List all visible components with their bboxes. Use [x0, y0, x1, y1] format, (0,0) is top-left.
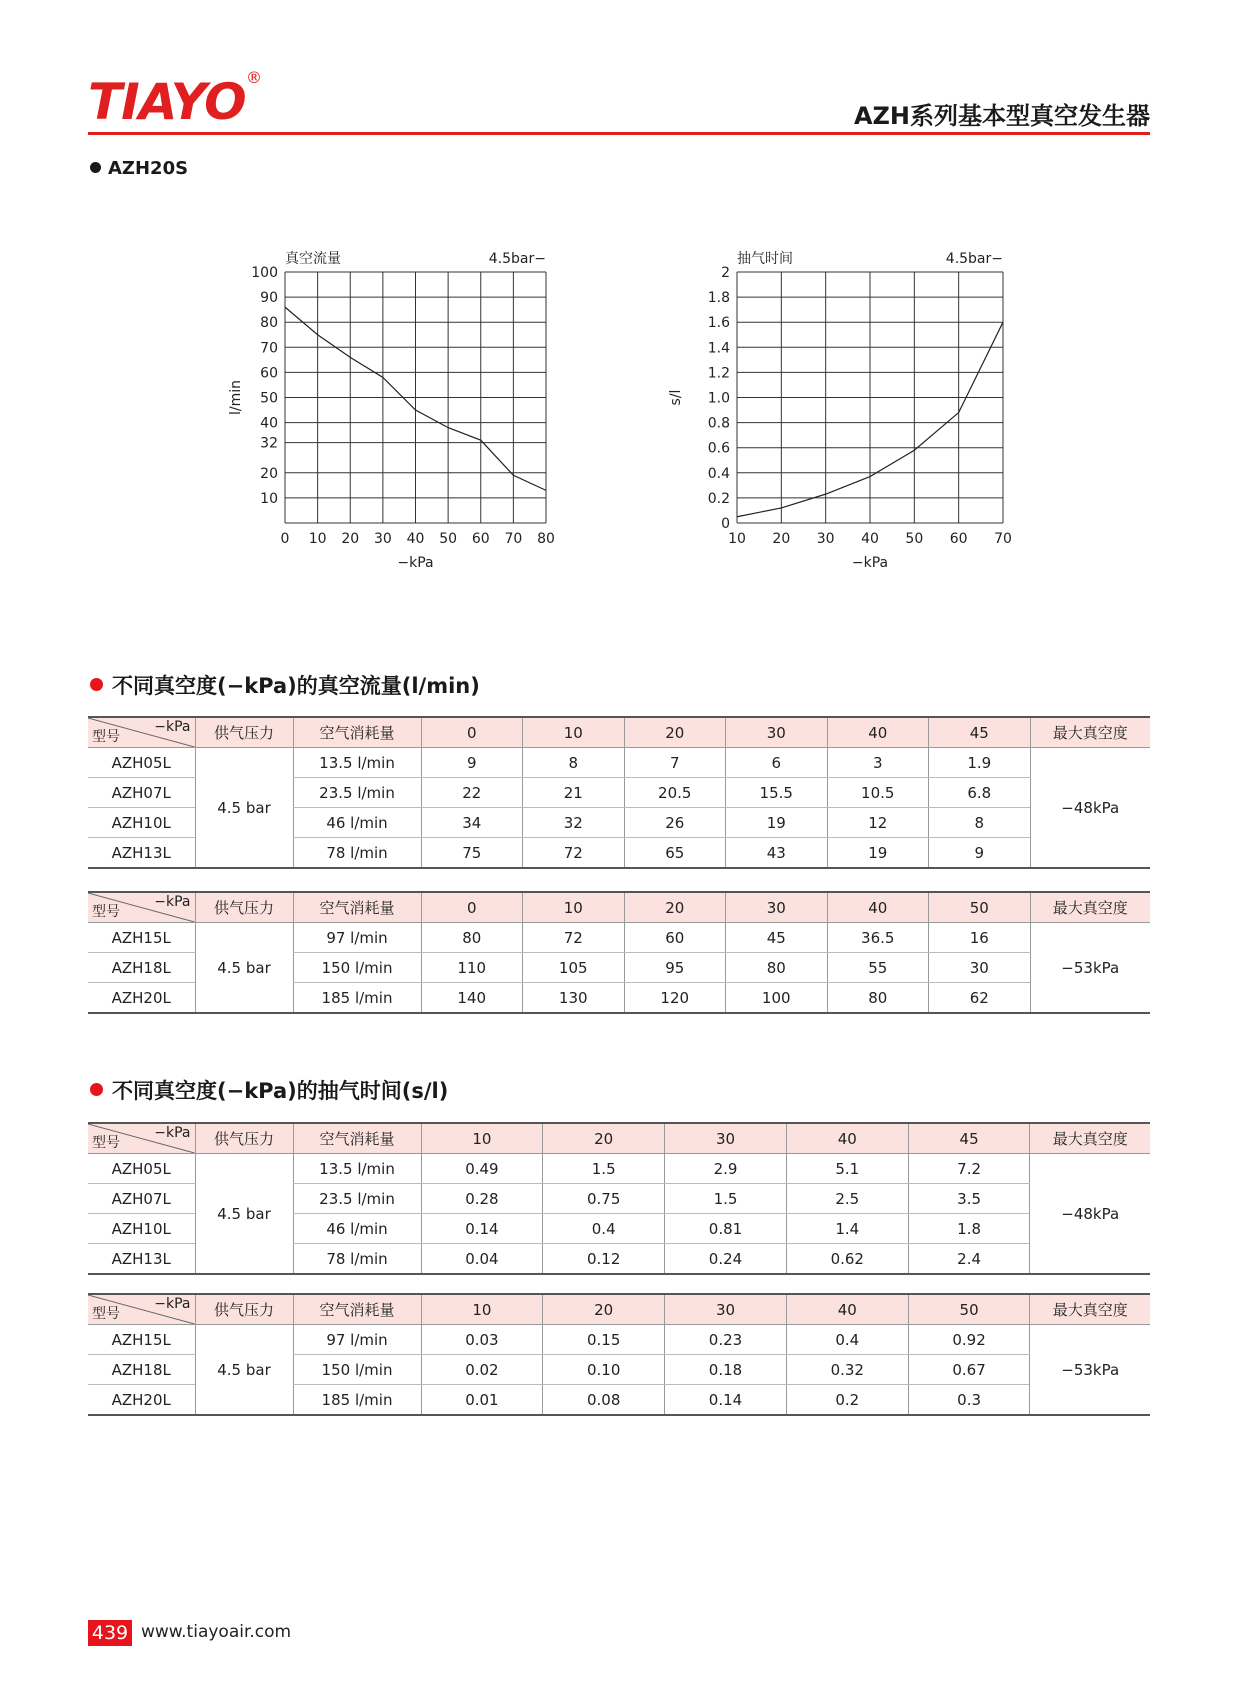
y-tick-label: 40 [260, 415, 278, 432]
y-tick-label: 1.6 [707, 315, 730, 332]
flow-table-53kpa [88, 891, 1150, 1014]
kpa-column-header: 10 [523, 892, 625, 923]
kpa-column-header: 30 [665, 1123, 787, 1154]
kpa-column-header: 10 [523, 717, 625, 748]
section-flow-title [90, 670, 480, 700]
evacuation-time-chart [660, 238, 1020, 568]
x-tick-label: 50 [439, 531, 458, 547]
value-cell: 9 [421, 748, 523, 778]
value-cell: 0.4 [543, 1214, 665, 1244]
value-cell: 34 [421, 808, 523, 838]
kpa-column-header: 30 [726, 892, 828, 923]
value-cell: 0.15 [543, 1325, 665, 1355]
air-consumption-cell: 23.5 l/min [293, 778, 421, 808]
model-cell: AZH18L [88, 1355, 195, 1385]
model-cell: AZH13L [88, 1244, 195, 1275]
supply-pressure-cell: 4.5 bar [195, 748, 293, 869]
x-tick-label: 10 [308, 531, 327, 547]
chart-pressure-note: 4.5bar− [488, 251, 546, 267]
model-cell: AZH10L [88, 808, 195, 838]
value-cell: 12 [827, 808, 929, 838]
y-tick-label: 0.4 [707, 465, 730, 482]
max-vacuum-cell: −53kPa [1030, 923, 1150, 1014]
registered-mark: ® [246, 68, 262, 87]
value-cell: 26 [624, 808, 726, 838]
chart-pressure-note: 4.5bar− [945, 251, 1003, 267]
chart-title: 真空流量 [285, 251, 341, 267]
model-header-label: 型号 [92, 1306, 120, 1322]
x-tick-label: 60 [471, 531, 490, 547]
air-consumption-header: 空气消耗量 [293, 1294, 421, 1325]
value-cell: 72 [523, 838, 625, 869]
value-cell: 80 [726, 953, 828, 983]
bullet-icon [90, 1083, 103, 1096]
max-vacuum-header: 最大真空度 [1030, 717, 1150, 748]
header-row [88, 717, 1150, 748]
air-consumption-header: 空气消耗量 [293, 1123, 421, 1154]
air-consumption-cell: 13.5 l/min [293, 1154, 421, 1184]
value-cell: 0.04 [421, 1244, 543, 1275]
x-tick-label: 50 [905, 531, 924, 547]
pressure-header: 供气压力 [195, 1123, 293, 1154]
air-consumption-cell: 78 l/min [293, 1244, 421, 1275]
air-consumption-header: 空气消耗量 [293, 717, 421, 748]
time-table-48kpa [88, 1122, 1150, 1275]
value-cell: 19 [827, 838, 929, 869]
model-heading [90, 158, 188, 179]
value-cell: 0.28 [421, 1184, 543, 1214]
kpa-column-header: 0 [421, 717, 523, 748]
value-cell: 0.14 [421, 1214, 543, 1244]
y-axis-label: l/min [228, 379, 244, 416]
value-cell: 0.01 [421, 1385, 543, 1416]
supply-pressure-cell: 4.5 bar [195, 1154, 293, 1275]
model-cell: AZH05L [88, 1154, 195, 1184]
supply-pressure-cell: 4.5 bar [195, 923, 293, 1014]
table-row [88, 1154, 1150, 1184]
value-cell: 45 [726, 923, 828, 953]
value-cell: 120 [624, 983, 726, 1014]
y-tick-label: 0.8 [707, 415, 730, 432]
y-tick-label: 10 [260, 490, 278, 507]
x-tick-label: 40 [861, 531, 879, 547]
value-cell: 65 [624, 838, 726, 869]
value-cell: 6.8 [929, 778, 1031, 808]
value-cell: 110 [421, 953, 523, 983]
section-flow-title-text: 不同真空度(−kPa)的真空流量(l/min) [112, 674, 480, 698]
air-consumption-cell: 185 l/min [293, 983, 421, 1014]
model-cell: AZH18L [88, 953, 195, 983]
kpa-column-header: 20 [543, 1294, 665, 1325]
air-consumption-cell: 46 l/min [293, 1214, 421, 1244]
supply-pressure-cell: 4.5 bar [195, 1325, 293, 1416]
kpa-column-header: 20 [624, 892, 726, 923]
kpa-column-header: 10 [421, 1294, 543, 1325]
kpa-column-header: 45 [929, 717, 1031, 748]
kpa-header-label: −kPa [154, 719, 191, 735]
air-consumption-cell: 97 l/min [293, 1325, 421, 1355]
y-tick-label: 60 [260, 365, 278, 382]
y-tick-label: 2 [721, 265, 730, 281]
model-kpa-header [88, 892, 195, 923]
value-cell: 8 [523, 748, 625, 778]
kpa-column-header: 0 [421, 892, 523, 923]
bullet-icon [90, 162, 101, 173]
value-cell: 43 [726, 838, 828, 869]
value-cell: 6 [726, 748, 828, 778]
kpa-column-header: 40 [827, 717, 929, 748]
x-tick-label: 0 [280, 531, 290, 547]
x-tick-label: 70 [994, 531, 1012, 547]
evacuation-time-chart-svg [660, 238, 1020, 568]
y-tick-label: 1.4 [707, 340, 730, 357]
air-consumption-cell: 23.5 l/min [293, 1184, 421, 1214]
value-cell: 130 [523, 983, 625, 1014]
value-cell: 3 [827, 748, 929, 778]
value-cell: 36.5 [827, 923, 929, 953]
value-cell: 3.5 [908, 1184, 1030, 1214]
value-cell: 32 [523, 808, 625, 838]
air-consumption-cell: 13.5 l/min [293, 748, 421, 778]
x-tick-label: 60 [949, 531, 968, 547]
x-tick-label: 20 [341, 531, 360, 547]
value-cell: 0.08 [543, 1385, 665, 1416]
value-cell: 0.14 [665, 1385, 787, 1416]
y-axis-label: s/l [668, 389, 684, 406]
x-axis-label: −kPa [397, 555, 434, 568]
kpa-header-label: −kPa [154, 1296, 191, 1312]
value-cell: 7.2 [908, 1154, 1030, 1184]
value-cell: 8 [929, 808, 1031, 838]
y-tick-label: 32 [260, 435, 278, 452]
kpa-column-header: 10 [421, 1123, 543, 1154]
model-cell: AZH15L [88, 1325, 195, 1355]
air-consumption-header: 空气消耗量 [293, 892, 421, 923]
y-tick-label: 50 [260, 390, 278, 407]
section-time-title-text: 不同真空度(−kPa)的抽气时间(s/l) [112, 1079, 449, 1103]
kpa-column-header: 45 [908, 1123, 1030, 1154]
model-cell: AZH10L [88, 1214, 195, 1244]
model-cell: AZH20L [88, 983, 195, 1014]
value-cell: 2.9 [665, 1154, 787, 1184]
y-tick-label: 70 [260, 340, 278, 357]
max-vacuum-cell: −48kPa [1030, 1154, 1150, 1275]
x-tick-label: 30 [373, 531, 392, 547]
value-cell: 0.3 [908, 1385, 1030, 1416]
x-tick-label: 30 [816, 531, 835, 547]
value-cell: 15.5 [726, 778, 828, 808]
y-tick-label: 80 [260, 315, 278, 332]
value-cell: 0.32 [786, 1355, 908, 1385]
kpa-header-label: −kPa [154, 894, 191, 910]
y-tick-label: 90 [260, 290, 278, 307]
y-tick-label: 1.2 [707, 365, 730, 382]
kpa-column-header: 40 [786, 1123, 908, 1154]
pressure-header: 供气压力 [195, 1294, 293, 1325]
kpa-column-header: 20 [543, 1123, 665, 1154]
model-header-label: 型号 [92, 729, 120, 745]
value-cell: 95 [624, 953, 726, 983]
y-tick-label: 0.2 [707, 490, 730, 507]
air-consumption-cell: 78 l/min [293, 838, 421, 869]
max-vacuum-header: 最大真空度 [1030, 1294, 1150, 1325]
value-cell: 0.62 [786, 1244, 908, 1275]
max-vacuum-header: 最大真空度 [1030, 1123, 1150, 1154]
value-cell: 0.10 [543, 1355, 665, 1385]
value-cell: 0.2 [786, 1385, 908, 1416]
logo-text: TIAYO [88, 73, 246, 131]
model-name: AZH20S [108, 158, 189, 179]
y-tick-label: 0.6 [707, 440, 730, 457]
header-row [88, 1294, 1150, 1325]
y-tick-label: 1.0 [707, 390, 730, 407]
table-row [88, 923, 1150, 953]
value-cell: 10.5 [827, 778, 929, 808]
value-cell: 1.8 [908, 1214, 1030, 1244]
kpa-column-header: 20 [624, 717, 726, 748]
value-cell: 9 [929, 838, 1031, 869]
page-number: 439 [88, 1620, 132, 1646]
value-cell: 2.5 [786, 1184, 908, 1214]
value-cell: 0.4 [786, 1325, 908, 1355]
kpa-header-label: −kPa [154, 1125, 191, 1141]
table-row [88, 748, 1150, 778]
value-cell: 0.49 [421, 1154, 543, 1184]
value-cell: 80 [827, 983, 929, 1014]
model-cell: AZH20L [88, 1385, 195, 1416]
brand-logo [88, 68, 288, 132]
model-kpa-header [88, 717, 195, 748]
value-cell: 0.24 [665, 1244, 787, 1275]
value-cell: 22 [421, 778, 523, 808]
flow-table-48kpa [88, 716, 1150, 869]
model-kpa-header [88, 1294, 195, 1325]
value-cell: 21 [523, 778, 625, 808]
value-cell: 62 [929, 983, 1031, 1014]
value-cell: 1.9 [929, 748, 1031, 778]
model-header-label: 型号 [92, 1135, 120, 1151]
model-cell: AZH13L [88, 838, 195, 869]
kpa-column-header: 30 [726, 717, 828, 748]
x-tick-label: 40 [406, 531, 425, 547]
value-cell: 30 [929, 953, 1031, 983]
value-cell: 1.5 [543, 1154, 665, 1184]
time-table-53kpa [88, 1293, 1150, 1416]
kpa-column-header: 40 [786, 1294, 908, 1325]
value-cell: 100 [726, 983, 828, 1014]
value-cell: 75 [421, 838, 523, 869]
x-tick-label: 20 [772, 531, 791, 547]
value-cell: 20.5 [624, 778, 726, 808]
kpa-column-header: 30 [665, 1294, 787, 1325]
air-consumption-cell: 150 l/min [293, 1355, 421, 1385]
max-vacuum-cell: −53kPa [1030, 1325, 1150, 1416]
value-cell: 140 [421, 983, 523, 1014]
value-cell: 0.81 [665, 1214, 787, 1244]
max-vacuum-cell: −48kPa [1030, 748, 1150, 869]
model-cell: AZH07L [88, 1184, 195, 1214]
y-tick-label: 20 [260, 465, 278, 482]
value-cell: 0.02 [421, 1355, 543, 1385]
chart-title: 抽气时间 [737, 251, 793, 267]
value-cell: 5.1 [786, 1154, 908, 1184]
kpa-column-header: 50 [908, 1294, 1030, 1325]
x-tick-label: 80 [537, 531, 555, 547]
value-cell: 0.92 [908, 1325, 1030, 1355]
value-cell: 19 [726, 808, 828, 838]
model-cell: AZH07L [88, 778, 195, 808]
value-cell: 72 [523, 923, 625, 953]
value-cell: 1.5 [665, 1184, 787, 1214]
x-axis-label: −kPa [851, 555, 889, 568]
x-tick-label: 10 [728, 531, 746, 547]
model-kpa-header [88, 1123, 195, 1154]
value-cell: 105 [523, 953, 625, 983]
air-consumption-cell: 46 l/min [293, 808, 421, 838]
header-divider [88, 132, 1150, 135]
y-tick-label: 1.8 [707, 290, 730, 307]
model-cell: AZH15L [88, 923, 195, 953]
y-tick-label: 100 [251, 265, 278, 281]
value-cell: 0.12 [543, 1244, 665, 1275]
value-cell: 0.67 [908, 1355, 1030, 1385]
air-consumption-cell: 150 l/min [293, 953, 421, 983]
header-row [88, 892, 1150, 923]
pressure-header: 供气压力 [195, 717, 293, 748]
value-cell: 55 [827, 953, 929, 983]
bullet-icon [90, 678, 103, 691]
air-consumption-cell: 185 l/min [293, 1385, 421, 1416]
table-row [88, 1325, 1150, 1355]
header-row [88, 1123, 1150, 1154]
kpa-column-header: 40 [827, 892, 929, 923]
value-cell: 60 [624, 923, 726, 953]
pressure-header: 供气压力 [195, 892, 293, 923]
value-cell: 2.4 [908, 1244, 1030, 1275]
value-cell: 16 [929, 923, 1031, 953]
max-vacuum-header: 最大真空度 [1030, 892, 1150, 923]
vacuum-flow-chart-svg [220, 238, 560, 568]
website-link[interactable]: www.tiayoair.com [141, 1622, 292, 1642]
section-time-title [90, 1075, 448, 1105]
x-tick-label: 70 [504, 531, 523, 547]
page-title: AZH系列基本型真空发生器 [853, 102, 1150, 130]
model-cell: AZH05L [88, 748, 195, 778]
value-cell: 0.18 [665, 1355, 787, 1385]
model-header-label: 型号 [92, 904, 120, 920]
air-consumption-cell: 97 l/min [293, 923, 421, 953]
value-cell: 0.03 [421, 1325, 543, 1355]
value-cell: 7 [624, 748, 726, 778]
vacuum-flow-chart [220, 238, 560, 568]
value-cell: 1.4 [786, 1214, 908, 1244]
value-cell: 0.23 [665, 1325, 787, 1355]
y-tick-label: 0 [721, 516, 730, 532]
kpa-column-header: 50 [929, 892, 1031, 923]
value-cell: 0.75 [543, 1184, 665, 1214]
value-cell: 80 [421, 923, 523, 953]
